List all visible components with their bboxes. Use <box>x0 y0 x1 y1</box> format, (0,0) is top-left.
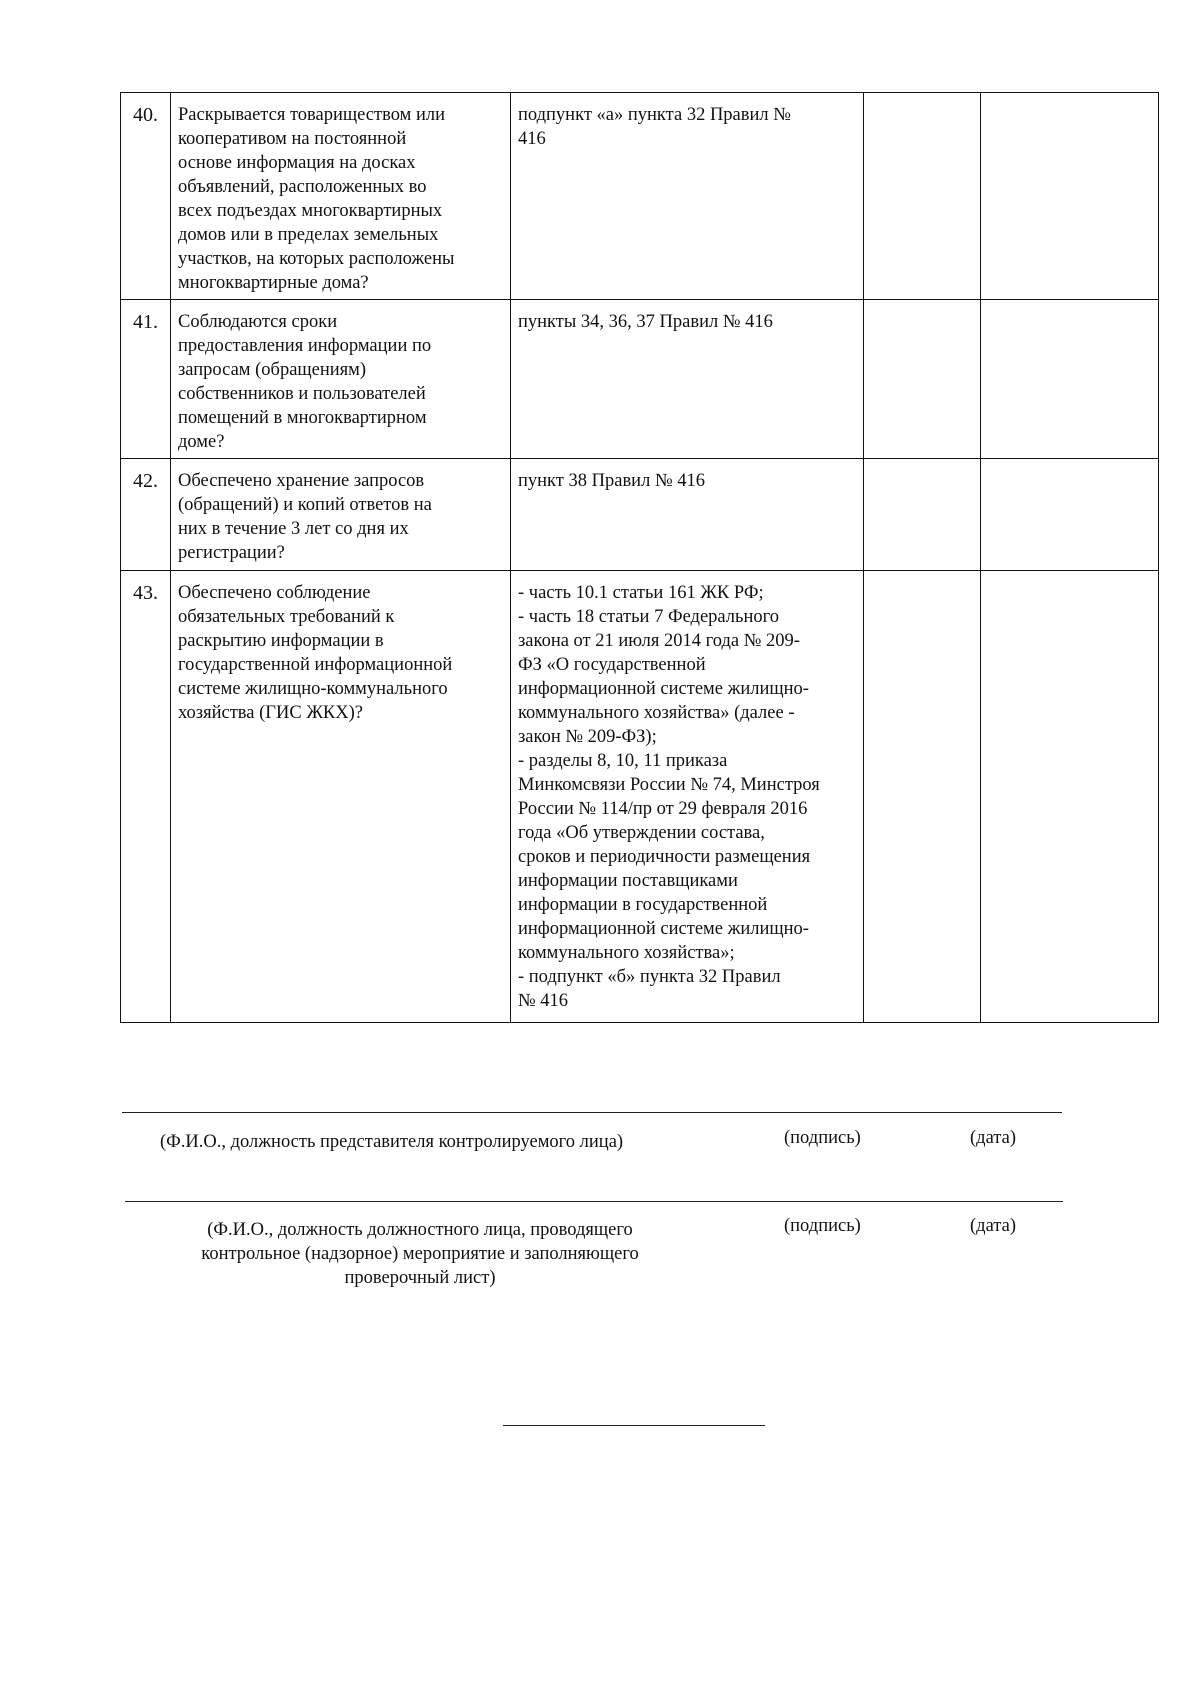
end-divider <box>503 1425 765 1426</box>
requirement-reference: пункты 34, 36, 37 Правил № 416 <box>511 300 864 459</box>
answer-cell[interactable] <box>864 459 981 571</box>
question-text: Обеспечено хранение запросов (обращений) и копий ответов на них в течение 3 лет со дня их регистрации? <box>171 459 511 571</box>
question-text: Раскрывается товариществом или кооперативом на постоянной основе информация на досках объявлений, расположенных во всех подъездах многоквартирных домов или в пределах земельных участков, на которых расположены многоквартирные дома? <box>171 93 511 300</box>
requirement-reference: - часть 10.1 статьи 161 ЖК РФ; - часть 18 статьи 7 Федерального закона от 21 июля 2014 года № 209- ФЗ «О государственной информационной системе жилищно- коммунального хозяйства» (далее - закон № 209-ФЗ); - разделы 8, 10, 11 приказа Минкомсвязи России № 74, Минстроя России № 114/пр от 29 февраля 2016 года «Об утверждении состава, сроков и периодичности размещения информации поставщиками информации в государственной информационной системе жилищно- коммунального хозяйства»; - подпункт «б» пункта 32 Правил № 416 <box>511 571 864 1023</box>
requirement-reference: пункт 38 Правил № 416 <box>511 459 864 571</box>
row-number: 42. <box>121 459 171 571</box>
answer-cell[interactable] <box>864 571 981 1023</box>
inspector-date-caption: (дата) <box>970 1216 1016 1236</box>
note-cell[interactable] <box>981 459 1159 571</box>
representative-date-caption: (дата) <box>970 1128 1016 1148</box>
row-number: 41. <box>121 300 171 459</box>
question-text: Соблюдаются сроки предоставления информации по запросам (обращениям) собственников и пользователей помещений в многоквартирном доме? <box>171 300 511 459</box>
table-row <box>121 93 1159 300</box>
note-cell[interactable] <box>981 300 1159 459</box>
answer-cell[interactable] <box>864 93 981 300</box>
table-row <box>121 300 1159 459</box>
answer-cell[interactable] <box>864 300 981 459</box>
note-cell[interactable] <box>981 571 1159 1023</box>
row-number: 40. <box>121 93 171 300</box>
note-cell[interactable] <box>981 93 1159 300</box>
signature-line-representative[interactable] <box>122 1112 1062 1113</box>
table-row <box>121 459 1159 571</box>
representative-name-caption: (Ф.И.О., должность представителя контролируемого лица) <box>160 1132 624 1152</box>
representative-signature-caption: (подпись) <box>784 1128 861 1148</box>
requirement-reference: подпункт «а» пункта 32 Правил № 416 <box>511 93 864 300</box>
checklist-table <box>120 92 1159 1023</box>
question-text: Обеспечено соблюдение обязательных требований к раскрытию информации в государственной информационной системе жилищно-коммунального хозяйства (ГИС ЖКХ)? <box>171 571 511 1023</box>
signature-line-inspector[interactable] <box>125 1201 1063 1202</box>
inspector-name-caption: (Ф.И.О., должность должностного лица, проводящего контрольное (надзорное) мероприятие и заполняющего проверочный лист) <box>201 1220 639 1288</box>
row-number: 43. <box>121 571 171 1023</box>
inspector-signature-caption: (подпись) <box>784 1216 861 1236</box>
table-row <box>121 571 1159 1023</box>
